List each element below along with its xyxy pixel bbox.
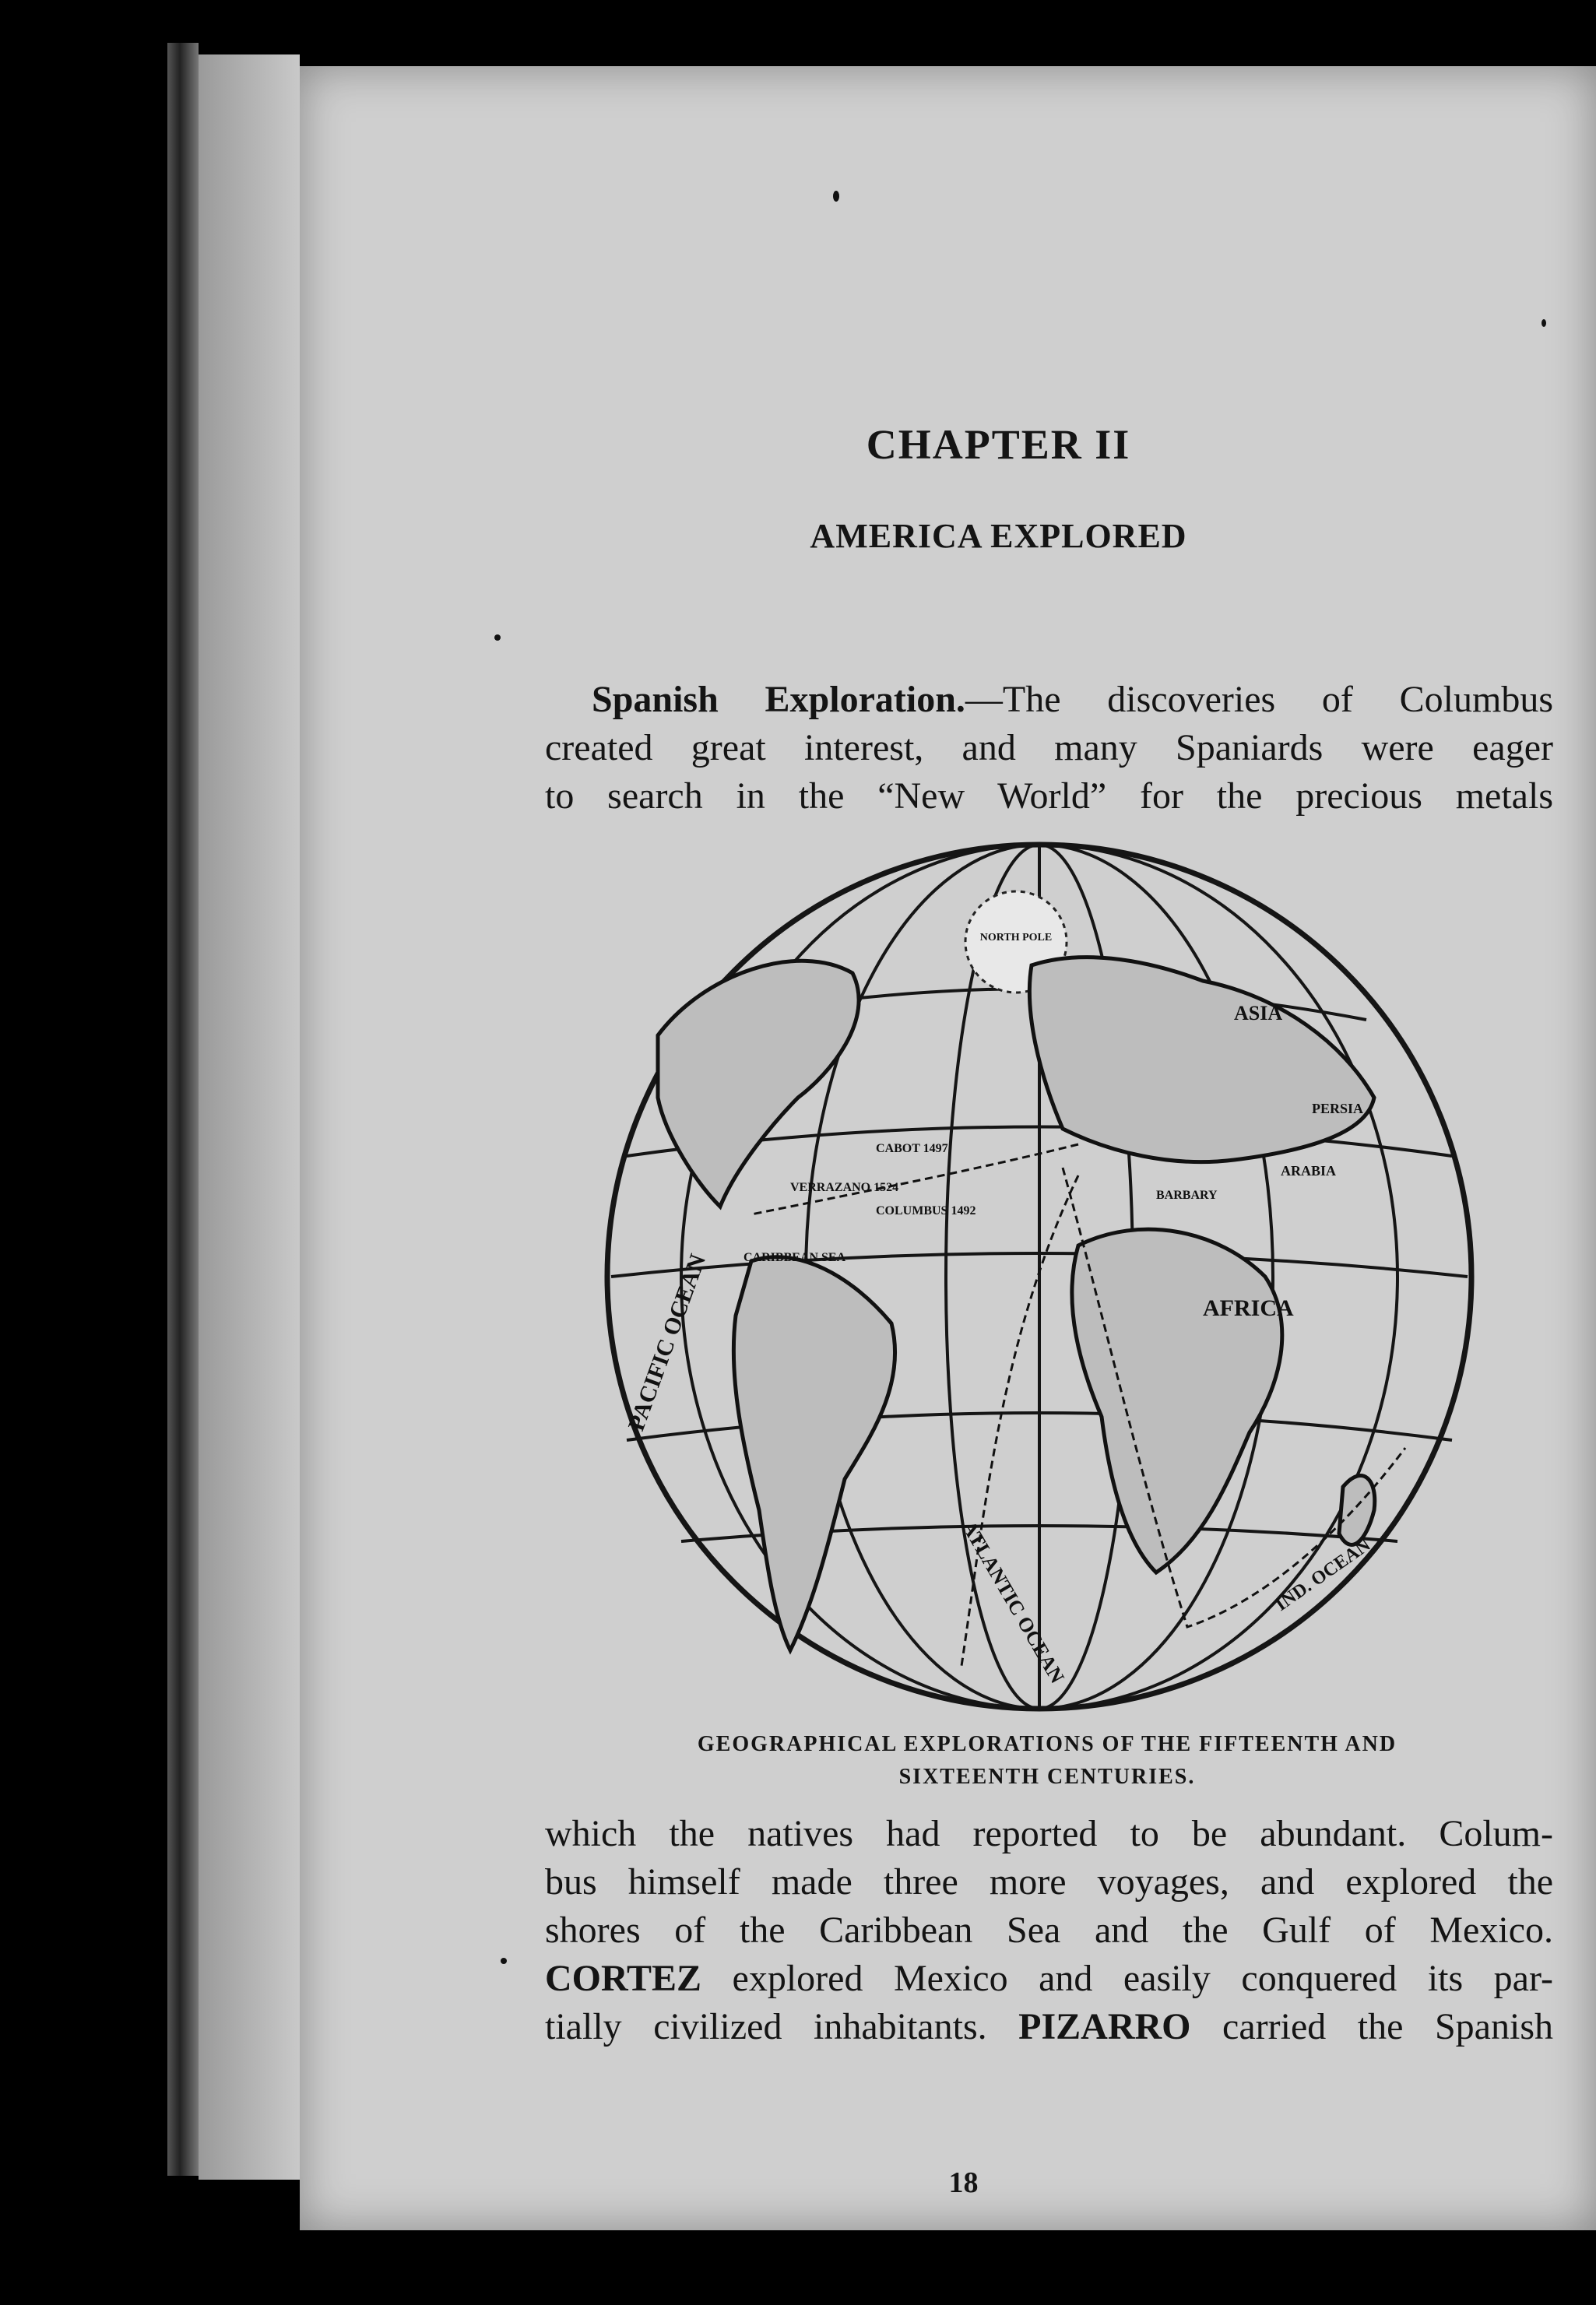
text-line: to search in the “New World” for the precious metals — [545, 775, 1553, 817]
caption-line: SIXTEENTH CENTURIES. — [898, 1765, 1196, 1789]
map-label-africa: AFRICA — [1203, 1295, 1294, 1321]
map-label-caribbean: CARIBBEAN SEA — [744, 1251, 846, 1264]
map-label-verrazano: VERRAZANO 1524 — [790, 1181, 899, 1194]
text-line — [545, 1955, 1553, 2003]
map-label-north-pole: NORTH POLE — [979, 932, 1053, 943]
text-span: carried the Spanish — [1190, 2006, 1553, 2047]
globe-map-figure — [596, 841, 1483, 1713]
page-number: 18 — [948, 2166, 979, 2199]
text-line — [545, 2003, 1553, 2051]
text-line: created great interest, and many Spaniards were eager — [545, 727, 1553, 768]
text-span: tially civilized inhabitants. — [545, 2006, 1019, 2047]
map-label-persia: PERSIA — [1312, 1101, 1364, 1116]
map-label-columbus: COLUMBUS 1492 — [876, 1204, 976, 1218]
caption-line: GEOGRAPHICAL EXPLORATIONS OF THE FIFTEENTH AND — [697, 1732, 1397, 1756]
map-label-atlantic: ATLANTIC OCEAN — [957, 1516, 1069, 1688]
paragraph-continued — [545, 1810, 1553, 2051]
book-left-page — [199, 54, 300, 2180]
scan-speck — [501, 1958, 507, 1964]
scan-speck — [833, 191, 839, 202]
scan-speck — [1542, 319, 1546, 327]
name-pizarro: PIZARRO — [1018, 2006, 1191, 2047]
text-line: which the natives had reported to be abundant. Colum- — [545, 1813, 1553, 1854]
text-span: —The discoveries of Columbus — [965, 679, 1554, 720]
text-line: shores of the Caribbean Sea and the Gulf of Mexico. — [545, 1910, 1553, 1951]
chapter-heading: CHAPTER II — [866, 421, 1131, 468]
text-line — [545, 676, 1553, 724]
map-label-pacific: PACIFIC OCEAN — [623, 1250, 712, 1435]
map-label-asia: ASIA — [1234, 1002, 1283, 1024]
map-label-cabot: CABOT 1497 — [876, 1142, 948, 1155]
text-span: explored Mexico and easily conquered its par- — [701, 1958, 1553, 1999]
book-cover-edge — [167, 43, 199, 2176]
text-line: bus himself made three more voyages, and explored the — [545, 1861, 1553, 1903]
name-cortez: CORTEZ — [545, 1958, 702, 1999]
scan-speck — [494, 634, 501, 641]
map-label-barbary: BARBARY — [1156, 1189, 1218, 1202]
map-label-indian: IND. OCEAN — [1271, 1534, 1375, 1615]
section-lead: Spanish Exploration. — [592, 679, 965, 720]
chapter-title: AMERICA EXPLORED — [810, 517, 1187, 555]
book-page — [300, 66, 1596, 2230]
paragraph-intro — [545, 676, 1553, 820]
map-label-arabia: ARABIA — [1281, 1163, 1337, 1179]
figure-caption — [572, 1728, 1522, 1794]
